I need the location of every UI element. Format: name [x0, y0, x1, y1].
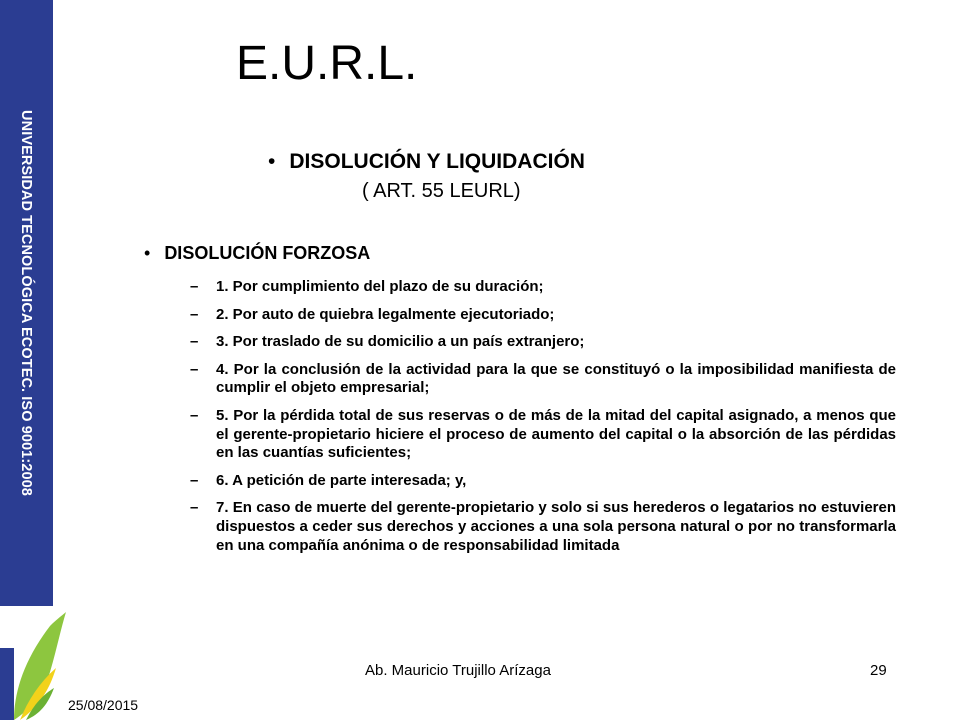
- bullet-icon: •: [144, 243, 151, 263]
- list-item: – 1. Por cumplimiento del plazo de su duración;: [190, 278, 544, 295]
- slide-title: E.U.R.L.: [236, 37, 418, 90]
- main-heading-bullet: [268, 150, 585, 174]
- list-item: – 4. Por la conclusión de la actividad para la que se constituyó o la imposibilidad manifiesta de cumplir el objeto empresarial;: [190, 360, 896, 397]
- list-item: – 2. Por auto de quiebra legalmente ejecutoriado;: [190, 305, 555, 323]
- main-heading-subtitle: ( ART. 55 LEURL): [362, 180, 521, 202]
- section-heading-text: DISOLUCIÓN FORZOSA: [164, 243, 371, 263]
- bullet-icon: •: [268, 150, 276, 173]
- university-logo-icon: [0, 612, 68, 720]
- list-item: – 3. Por traslado de su domicilio a un país extranjero;: [190, 333, 585, 351]
- list-item: – 6. A petición de parte interesada; y,: [190, 471, 467, 489]
- list-item: – 7. En caso de muerte del gerente-propietario y solo si sus herederos o legatarios no estuvieren dispuestos a ceder sus derechos y acciones a una sola persona natural o por no transformarla en una compañía anónima o de responsabilidad limitada: [190, 499, 896, 554]
- list-item: – 5. Por la pérdida total de sus reservas o de más de la mitad del capital asignado, a menos que el gerente-propietario hiciere el proceso de aumento del capital o la absorción de las pérdidas en las cuantías suficientes;: [190, 406, 896, 462]
- slide-number: 29: [870, 662, 887, 679]
- main-heading-text: DISOLUCIÓN Y LIQUIDACIÓN: [289, 150, 585, 173]
- sidebar-institution-text: UNIVERSIDAD TECNOLÓGICA ECOTEC. ISO 9001:2008: [18, 110, 34, 496]
- dissolution-list: [190, 278, 896, 564]
- footer-date: 25/08/2015: [68, 697, 139, 713]
- section-heading-bullet: [144, 243, 370, 264]
- footer-author: Ab. Mauricio Trujillo Arízaga: [365, 662, 551, 679]
- sidebar-band: [0, 0, 53, 606]
